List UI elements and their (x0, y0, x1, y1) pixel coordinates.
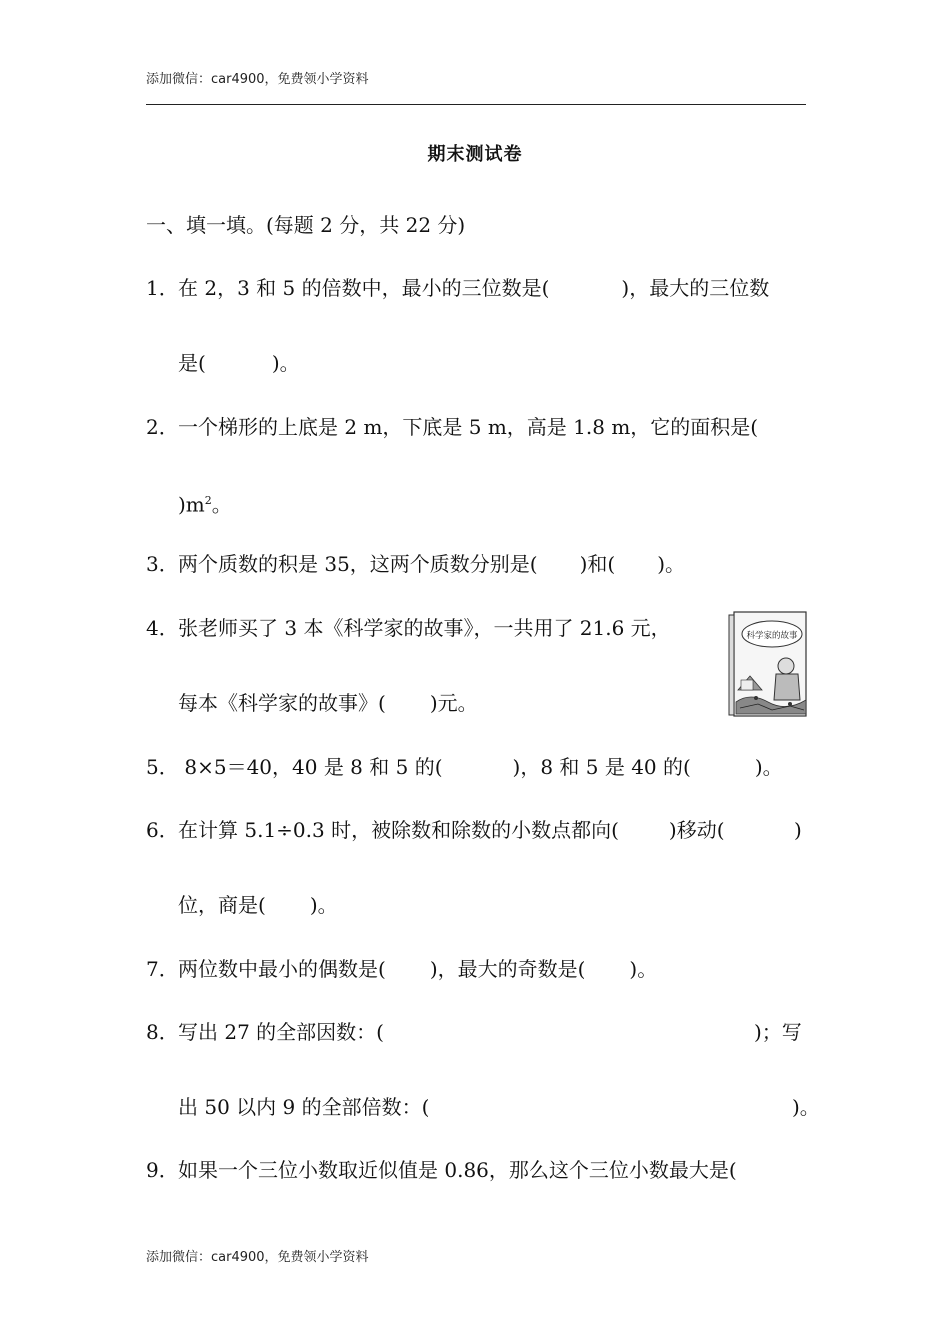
question-6: 6．在计算 5.1÷0.3 时，被除数和除数的小数点都向( )移动( (146, 818, 725, 842)
question-number: 7． (146, 957, 179, 981)
question-8-close: )；写 (754, 1020, 802, 1044)
question-8: 8．写出 27 的全部因数：( (146, 1020, 384, 1044)
question-2: 2．一个梯形的上底是 2 m，下底是 5 m，高是 1.8 m，它的面积是( (146, 415, 759, 439)
question-3: 3．两个质数的积是 35，这两个质数分别是( )和( )。 (146, 552, 686, 576)
question-8-cont: 出 50 以内 9 的全部倍数：( (178, 1095, 430, 1119)
question-4: 4．张老师买了 3 本《科学家的故事》，一共用了 21.6 元， (146, 616, 671, 640)
question-9: 9．如果一个三位小数取近似值是 0.86，那么这个三位小数最大是( (146, 1158, 737, 1182)
question-number: 8． (146, 1020, 179, 1044)
question-4-cont: 每本《科学家的故事》( )元。 (178, 691, 478, 715)
question-number: 1． (146, 276, 179, 300)
question-1: 1．在 2，3 和 5 的倍数中，最小的三位数是( )，最大的三位数 (146, 276, 770, 300)
question-1-cont: 是( )。 (178, 351, 300, 375)
header-watermark: 添加微信：car4900，免费领小学资料 (146, 72, 369, 87)
question-number: 9． (146, 1158, 179, 1182)
question-number: 6． (146, 818, 179, 842)
section-heading: 一、填一填。(每题 2 分，共 22 分) (146, 213, 466, 237)
question-7: 7．两位数中最小的偶数是( )，最大的奇数是( )。 (146, 957, 658, 981)
question-6-cont: 位，商是( )。 (178, 893, 338, 917)
header-rule (146, 104, 806, 105)
question-5: 5． 8×5＝40，40 是 8 和 5 的( )，8 和 5 是 40 的( )。 (146, 755, 783, 779)
book-title: 科学家的故事 (746, 631, 798, 641)
question-number: 4． (146, 616, 179, 640)
question-6-close: ) (794, 818, 802, 842)
question-number: 5． (146, 755, 179, 779)
book-illustration (728, 610, 808, 718)
question-8-cont-close: )。 (792, 1095, 820, 1119)
question-number: 3． (146, 552, 179, 576)
question-number: 2． (146, 415, 179, 439)
footer-watermark: 添加微信：car4900，免费领小学资料 (146, 1250, 369, 1265)
question-2-cont: )$m^2$。 (178, 492, 232, 517)
page-title: 期末测试卷 (427, 144, 523, 165)
